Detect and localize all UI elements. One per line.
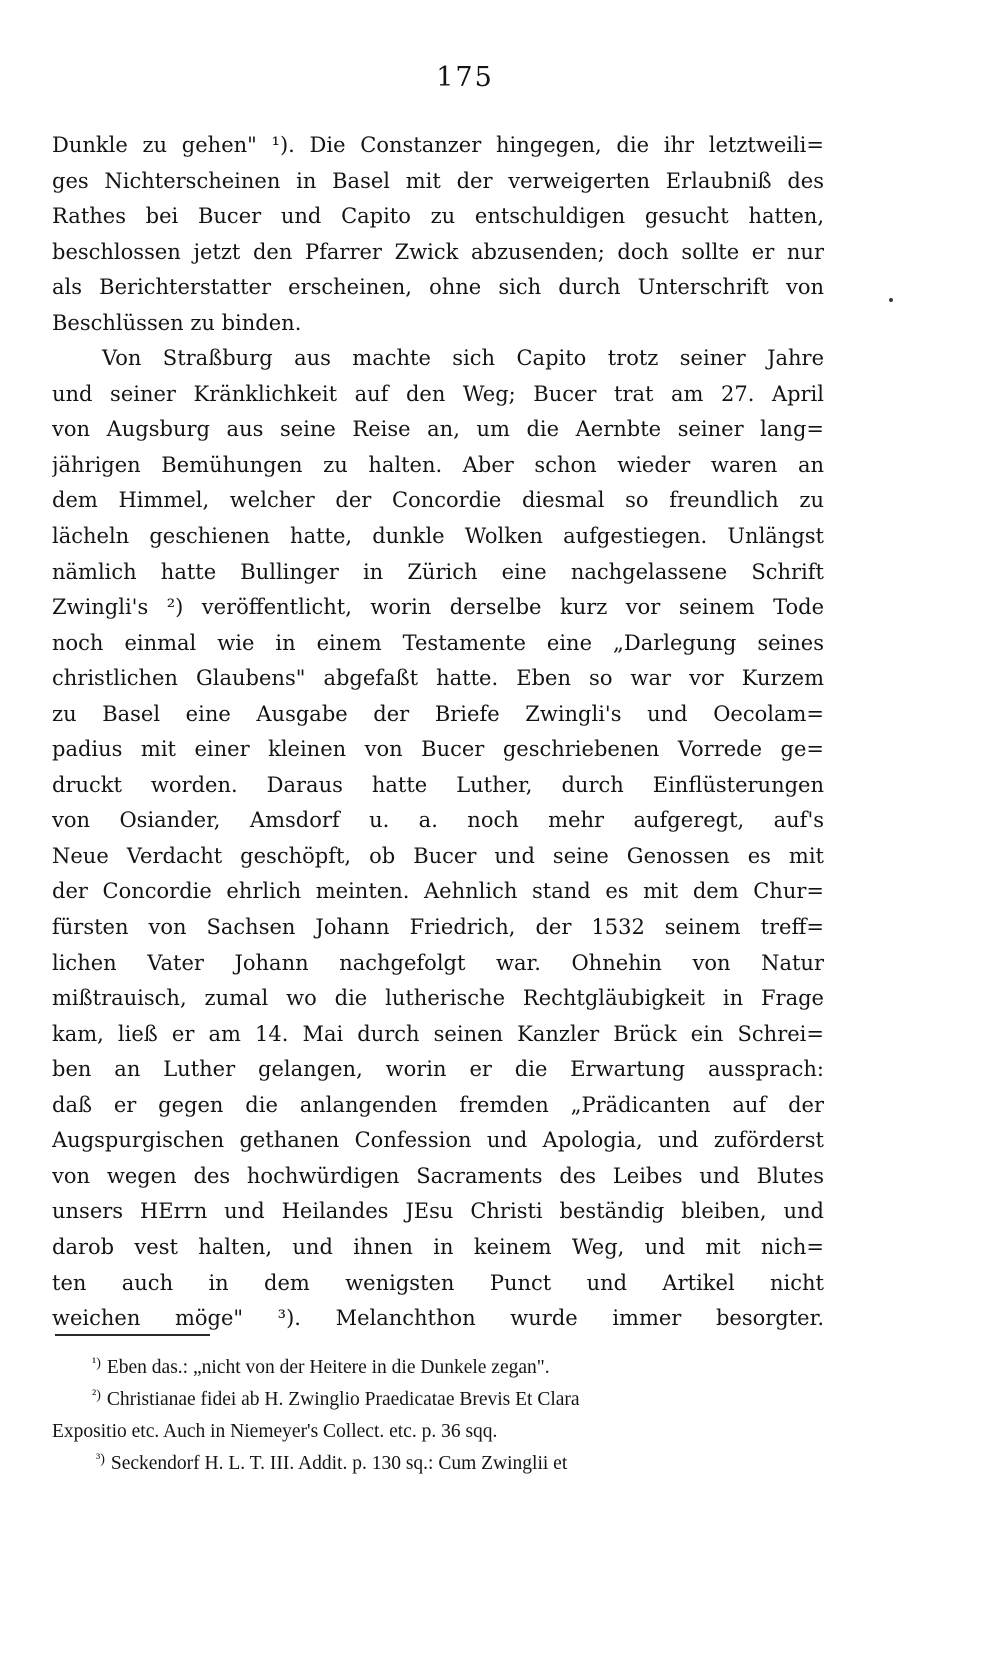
body-line: dem Himmel, welcher der Concordie diesmal so freundlich zu — [52, 488, 824, 513]
body-line: jährigen Bemühungen zu halten. Aber schon wieder waren an — [52, 452, 824, 477]
body-line: Zwingli's ²) veröffentlicht, worin derselbe kurz vor seinem Tode — [52, 595, 824, 620]
body-line: Neue Verdacht geschöpft, ob Bucer und seine Genossen es mit — [52, 843, 824, 868]
footnote-text: Christianae fidei ab H. Zwinglio Praedicatae Brevis Et Clara — [106, 1389, 580, 1410]
body-line: Beschlüssen zu binden. — [52, 310, 302, 335]
footnote-mark: ²) — [92, 1388, 101, 1403]
body-line: darob vest halten, und ihnen in keinem Weg, und mit nich= — [52, 1234, 824, 1259]
footnote-2-continuation: Expositio etc. Auch in Niemeyer's Collect. etc. p. 36 sqq. — [52, 1421, 498, 1442]
body-line: daß er gegen die anlangenden fremden „Prädicanten auf der — [52, 1092, 824, 1117]
body-line: Dunkle zu gehen" ¹). Die Constanzer hingegen, die ihr letztweili= — [52, 133, 824, 157]
body-line: ten auch in dem wenigsten Punct und Artikel nicht — [52, 1270, 824, 1295]
body-line: von Osiander, Amsdorf u. a. noch mehr aufgeregt, auf's — [52, 808, 824, 833]
footnote-2 — [52, 1384, 822, 1416]
body-line: fürsten von Sachsen Johann Friedrich, der 1532 seinem treff= — [52, 915, 824, 940]
body-line: weichen möge" ³). Melanchthon wurde immer besorgter. — [52, 1306, 824, 1331]
body-line: der Concordie ehrlich meinten. Aehnlich stand es mit dem Chur= — [52, 879, 824, 904]
body-line: Augspurgischen gethanen Confession und Apologia, und zuförderst — [52, 1128, 824, 1153]
footnote-1 — [52, 1352, 822, 1384]
body-line: noch einmal wie in einem Testamente eine „Darlegung seines — [52, 630, 824, 655]
body-line: nämlich hatte Bullinger in Zürich eine nachgelassene Schrift — [52, 559, 824, 584]
page-number: 175 — [436, 62, 494, 93]
footnote-3 — [52, 1448, 822, 1480]
footnote-divider — [55, 1334, 210, 1336]
body-line: ges Nichterscheinen in Basel mit der verweigerten Erlaubniß des — [52, 168, 824, 193]
body-line: als Berichterstatter erscheinen, ohne sich durch Unterschrift von — [52, 275, 824, 300]
body-line: Rathes bei Bucer und Capito zu entschuldigen gesucht hatten, — [52, 204, 824, 229]
body-line: kam, ließ er am 14. Mai durch seinen Kanzler Brück ein Schrei= — [52, 1021, 824, 1046]
body-line: von wegen des hochwürdigen Sacraments des Leibes und Blutes — [52, 1163, 824, 1188]
stray-ink-mark — [889, 298, 893, 302]
body-line: zu Basel eine Ausgabe der Briefe Zwingli's und Oecolam= — [52, 701, 824, 726]
body-line: ben an Luther gelangen, worin er die Erwartung aussprach: — [52, 1057, 824, 1082]
footnote-mark: ¹) — [92, 1356, 101, 1371]
body-line: von Augsburg aus seine Reise an, um die Aernbte seiner lang= — [52, 417, 824, 442]
body-line: Von Straßburg aus machte sich Capito trotz seiner Jahre — [102, 346, 824, 371]
body-line: beschlossen jetzt den Pfarrer Zwick abzusenden; doch sollte er nur — [52, 239, 824, 264]
body-line: mißtrauisch, zumal wo die lutherische Rechtgläubigkeit in Frage — [52, 986, 824, 1011]
body-line: druckt worden. Daraus hatte Luther, durch Einflüsterungen — [52, 772, 824, 797]
body-line: padius mit einer kleinen von Bucer geschriebenen Vorrede ge= — [52, 737, 824, 762]
footnote-mark: ³) — [96, 1452, 105, 1467]
body-line: und seiner Kränklichkeit auf den Weg; Bucer trat am 27. April — [52, 381, 824, 406]
body-line: lächeln geschienen hatte, dunkle Wolken aufgestiegen. Unlängst — [52, 524, 824, 549]
body-line: lichen Vater Johann nachgefolgt war. Ohnehin von Natur — [52, 950, 824, 975]
footnote-text: Eben das.: „nicht von der Heitere in die Dunkele zegan". — [106, 1357, 550, 1378]
body-line: christlichen Glaubens" abgefaßt hatte. Eben so war vor Kurzem — [52, 666, 824, 691]
body-line: unsers HErrn und Heilandes JEsu Christi beständig bleiben, und — [52, 1199, 824, 1224]
footnote-text: Seckendorf H. L. T. III. Addit. p. 130 sq.: Cum Zwinglii et — [110, 1453, 568, 1474]
body-text — [52, 128, 824, 1337]
footnotes — [52, 1352, 822, 1480]
